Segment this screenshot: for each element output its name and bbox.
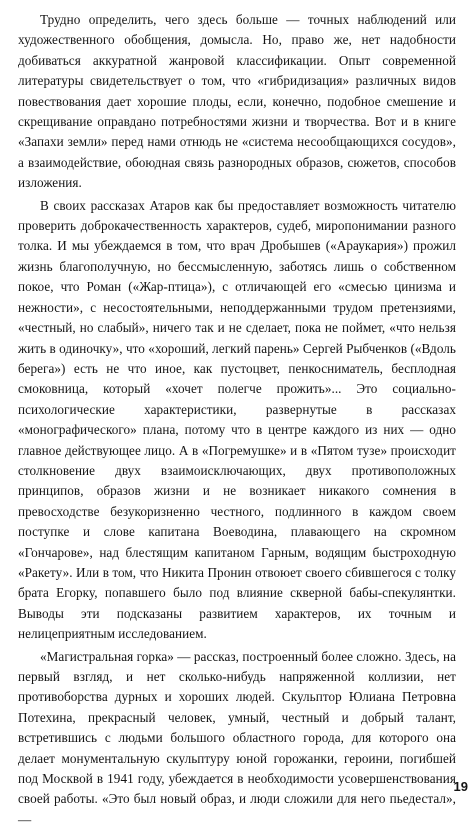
page-number: 19 [453,779,468,794]
paragraph-stories: В своих рассказах Атаров как бы предоставляет возможность читателю проверить доброкачественность характеров, судеб, миропонимании разного толка. И мы убеждаемся в том, что врач Дробышев («Араукария») прожил жизнь благополучную, но бессмысленную, заботясь лишь о собственном покое, что Роман («Жар-птица»), с отличающей его «смесью цинизма и нежности», с несостоятельными, неподдержанными трудом претензиями, «честный, но слабый», ничего так и не сделает, пока не поймет, «что нельзя жить в одиночку», что «хороший, легкий парень» Сергей Рыбченков («Вдоль берега») есть не что иное, как пустоцвет, пенкосниматель, бесплодная смоковница, который «хочет полегче прожить»... Это социально-психологические характеристики, развернутые в рассказах «монографического» плана, потому что в центре каждого из них — одно главное действующее лицо. А в «Погремушке» и в «Пятом тузе» происходит столкновение двух взаимоисключающих, двух противоположных принципов, образов жизни и не возникает никакого сомнения в превосходстве безукоризненно честного, подлинного в каждом своем поступке и слове капитана Воеводина, плавающего на скромном «Гончарове», над блестящим капитаном Гарным, водящим быстроходную «Ракету». Или в том, что Никита Пронин отвоюет своего сбившегося с толку брата Егорку, попавшего было под влияние скверной бабы-спекулянтки. Выводы эти подсказаны развитием характеров, их точным и нелицеприятным исследованием. [18,197,456,642]
book-page [18,10,456,827]
paragraph-magistralnaya-gorka: «Магистральная горка» — рассказ, построенный более сложно. Здесь, на первый взгляд, и нет сколько-нибудь напряженной коллизии, нет противоборства дурных и хороших людей. Скульптор Юлиана Петровна Потехина, прекрасный человек, умный, честный и добрый талант, встретившись с людьми большого областного города, для которого она делает монументальную скульптуру юной горожанки, героини, погибшей под Москвой в 1941 году, убеждается в необходимости усовершенствования своей работы. «Это был новый образ, и люди сложили для него пьедестал», — [18,648,456,827]
paragraph-intro: Трудно определить, чего здесь больше — точных наблюдений или художественного обобщения, домысла. Но, право же, нет надобности добиваться аккуратной жанровой классификации. Опыт современной литературы свидетельствует о том, что «гибридизация» различных видов повествования дает хорошие плоды, если, конечно, подобное смешение и скрещивание оправдано потребностями жизни и творчества. Вот и в книге «Запахи земли» перед нами отнюдь не «система несообщающихся сосудов», а взаимодействие, обоюдная связь разнородных образов, сюжетов, способов изложения. [18,12,456,191]
